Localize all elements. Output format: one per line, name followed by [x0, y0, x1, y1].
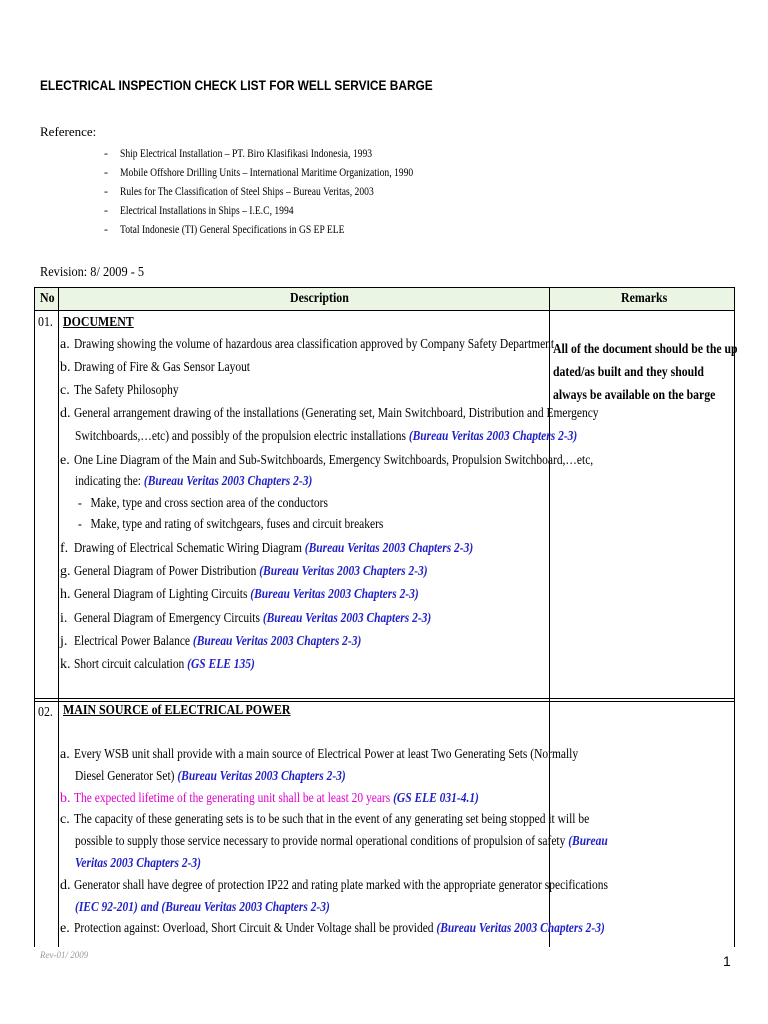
document-title: ELECTRICAL INSPECTION CHECK LIST FOR WELL SERVICE BARGE — [40, 77, 433, 93]
column-divider-no — [58, 287, 59, 947]
reference-citation: (GS ELE 135) — [187, 657, 255, 672]
header-no: No — [40, 291, 55, 306]
reference-citation: (Bureau Veritas 2003 Chapters 2-3) — [262, 611, 432, 626]
checklist-item: i. General Diagram of Emergency Circuits (Bureau Veritas 2003 Chapters 2-3) — [60, 611, 432, 626]
table-header-row — [34, 287, 735, 311]
header-description: Description — [290, 291, 349, 306]
footer-revision: Rev-01/ 2009 — [40, 950, 89, 960]
reference-item: - Total Indonesie (TI) General Specifications in GS EP ELE — [104, 222, 345, 236]
reference-citation: (Bureau Veritas 2003 Chapters 2-3) — [143, 474, 313, 489]
section-title: MAIN SOURCE of ELECTRICAL POWER — [63, 703, 291, 718]
checklist-item-continuation: Switchboards,…etc) and possibly of the propulsion electric installations (Bureau Veritas 2003 Chapters 2-3) — [75, 429, 578, 444]
section-remarks: All of the document should be the up dated/as built and they should always be available on the barge — [553, 342, 738, 403]
page-number: 1 — [723, 953, 731, 969]
checklist-item-continuation: possible to supply those service necessary to provide normal operational conditions of propulsion of safety (Bureau — [75, 834, 608, 849]
checklist-item: h. General Diagram of Lighting Circuits (Bureau Veritas 2003 Chapters 2-3) — [60, 587, 419, 602]
checklist-item: e. One Line Diagram of the Main and Sub-Switchboards, Emergency Switchboards, Propulsion Switchboard,…etc, — [60, 453, 594, 468]
checklist-item-continuation: Diesel Generator Set) (Bureau Veritas 2003 Chapters 2-3) — [75, 769, 346, 784]
reference-item: - Rules for The Classification of Steel Ships – Bureau Veritas, 2003 — [104, 184, 374, 198]
checklist-item-continuation: indicating the: (Bureau Veritas 2003 Chapters 2-3) — [75, 474, 313, 489]
reference-citation: (Bureau — [568, 834, 608, 849]
reference-citation: (IEC 92-201) and (Bureau Veritas 2003 Chapters 2-3) — [75, 900, 330, 915]
section-divider — [34, 701, 735, 702]
checklist-subitem: - Make, type and cross section area of the conductors — [78, 496, 328, 511]
checklist-item: f. Drawing of Electrical Schematic Wiring Diagram (Bureau Veritas 2003 Chapters 2-3) — [60, 541, 474, 556]
header-remarks: Remarks — [621, 291, 668, 306]
section-number: 02. — [38, 705, 53, 720]
reference-citation: (GS ELE 031-4.1) — [393, 791, 479, 806]
reference-item: - Electrical Installations in Ships – I.E.C, 1994 — [104, 203, 294, 217]
reference-citation: (Bureau Veritas 2003 Chapters 2-3) — [436, 921, 605, 936]
reference-citation: (Bureau Veritas 2003 Chapters 2-3) — [192, 634, 362, 649]
section-title: DOCUMENT — [63, 315, 134, 330]
checklist-item: b. The expected lifetime of the generating unit shall be at least 20 years (GS ELE 031-4.1) — [60, 791, 479, 806]
checklist-item: k. Short circuit calculation (GS ELE 135) — [60, 657, 255, 672]
reference-item: - Mobile Offshore Drilling Units – International Maritime Organization, 1990 — [104, 165, 414, 179]
table-border-left — [34, 287, 35, 947]
reference-list — [104, 146, 487, 241]
reference-label: Reference: — [40, 124, 97, 139]
checklist-item-continuation — [75, 856, 229, 872]
section-divider — [34, 698, 735, 699]
reference-citation: (Bureau Veritas 2003 Chapters 2-3) — [177, 769, 346, 784]
checklist-item: d. General arrangement drawing of the installations (Generating set, Main Switchboard, Distribution and Emergency — [60, 406, 599, 421]
checklist-item: c. The capacity of these generating sets is to be such that in the event of any generating set being stopped it will be — [60, 812, 590, 827]
revision-label: Revision: 8/ 2009 - 5 — [40, 265, 145, 280]
checklist-item: e. Protection against: Overload, Short Circuit & Under Voltage shall be provided (Bureau Veritas 2003 Chapters 2-3) — [60, 921, 605, 936]
checklist-table — [34, 287, 738, 947]
checklist-item: b. Drawing of Fire & Gas Sensor Layout — [60, 360, 251, 375]
checklist-item: g. General Diagram of Power Distribution (Bureau Veritas 2003 Chapters 2-3) — [60, 564, 428, 579]
reference-citation: (Bureau Veritas 2003 Chapters 2-3) — [408, 429, 578, 444]
checklist-item: c. The Safety Philosophy — [60, 383, 179, 398]
checklist-item: j. Electrical Power Balance (Bureau Veritas 2003 Chapters 2-3) — [60, 634, 362, 649]
reference-citation: (Bureau Veritas 2003 Chapters 2-3) — [250, 587, 419, 602]
checklist-item: a. Every WSB unit shall provide with a main source of Electrical Power at least Two Generating Sets (Normally — [60, 747, 579, 762]
section-number: 01. — [38, 315, 53, 330]
reference-citation: (Bureau Veritas 2003 Chapters 2-3) — [259, 564, 428, 579]
checklist-item: a. Drawing showing the volume of hazardous area classification approved by Company Safety Department — [60, 337, 555, 352]
reference-citation: (Bureau Veritas 2003 Chapters 2-3) — [304, 541, 474, 556]
reference-item: - Ship Electrical Installation – PT. Biro Klasifikasi Indonesia, 1993 — [104, 146, 373, 160]
checklist-item: d. Generator shall have degree of protection IP22 and rating plate marked with the appropriate generator specifications — [60, 878, 608, 893]
checklist-item-continuation — [75, 900, 386, 916]
checklist-subitem: - Make, type and rating of switchgears, fuses and circuit breakers — [78, 517, 384, 532]
reference-citation: Veritas 2003 Chapters 2-3) — [75, 856, 201, 871]
